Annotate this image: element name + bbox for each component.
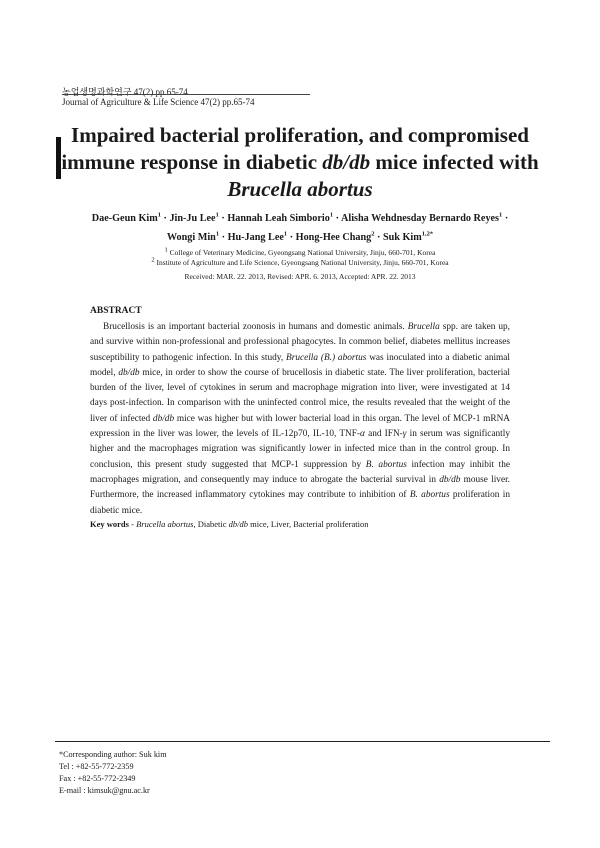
author-name: Hannah Leah Simborio (227, 213, 330, 224)
keywords-label: Key words (90, 519, 129, 529)
author-name: Jin-Ju Lee (169, 213, 216, 224)
author-line-1: Dae-Geun Kim$^1$ · Jin-Ju Lee$^1$ · Hannah Leah Simborio$^1$ · Alisha Wehdnesday Bernardo Reyes$^1$ · (91, 211, 509, 224)
footnote-rule (55, 741, 550, 742)
footnote (59, 749, 167, 797)
journal-korean-line: 농업생명과학연구 47(2) pp.65-74 (62, 87, 188, 97)
author-name: Alisha Wehdnesday Bernardo Reyes (341, 213, 500, 224)
telephone: Tel : +82-55-772-2359 (59, 762, 134, 771)
title-line-1: Impaired bacterial proliferation, and compromised (71, 123, 529, 147)
header-rule (62, 94, 310, 95)
affiliations (60, 248, 540, 268)
abstract-heading: ABSTRACT (90, 306, 142, 316)
corresponding-author: *Corresponding author: Suk kim (59, 750, 167, 759)
author-list (60, 209, 540, 247)
journal-english-line: Journal of Agriculture & Life Science 47(2) pp.65-74 (62, 97, 255, 107)
title-line-2: immune response in diabetic db/db mice infected with (61, 150, 539, 174)
affiliation-1: $^1$ College of Veterinary Medicine, Gyeongsang National University, Jinju, 660-701, Korea (164, 246, 436, 257)
abstract-body: Brucellosis is an important bacterial zoonosis in humans and domestic animals. Brucella spp. are taken up, and survive within non-professional and professional phagocytes. In common belief, diabetes mellitus increases susceptibility to pathogenic infection. In this study, Brucella (B.) abortus was inoculated into a diabetic animal model, db/db mice, in order to show the course of brucellosis in diabetic state. The liver proliferation, bacterial burden of the liver, level of cytokines in serum and macrophage migration into liver, were investigated at 14 days post-infection. In comparison with the uninfected control mice, the results revealed that the weight of the liver of infected db/db mice was higher but with lower bacterial load in this organ. The level of MCP-1 mRNA expression in the liver was lower, the levels of IL-12p70, IL-10, TNF-α and IFN-γ in serum was significantly higher and the macrophages migration was significantly lower in infected mice than in the control group. In conclusion, this present study suggested that MCP-1 suppression by B. abortus infection may inhibit the macrophages migration, and consequently may induce to abrogate the bacterial survival in db/db mouse liver. Furthermore, the increased inflammatory cytokines may contribute to inhibition of B. abortus proliferation in diabetic mice. (90, 322, 511, 516)
author-name: Wongi Min (166, 232, 216, 243)
keywords: Key words - Brucella abortus, Diabetic db/db mice, Liver, Bacterial proliferation (90, 519, 369, 529)
author-name: Hong-Hee Chang (295, 232, 372, 243)
fax: Fax : +82-55-772-2349 (59, 774, 136, 783)
author-line-2: Wongi Min$^1$ · Hu-Jang Lee$^1$ · Hong-Hee Chang$^2$ · Suk Kim$^{1,2*}$ (166, 230, 434, 243)
affiliation-2: $^2$ Institute of Agriculture and Life Science, Gyeongsang National University, Jinju, 660-701, Korea (151, 256, 449, 267)
email: E-mail : kimsuk@gnu.ac.kr (59, 786, 150, 795)
paper-title (60, 122, 540, 203)
received-dates: Received: MAR. 22. 2013, Revised: APR. 6. 2013, Accepted: APR. 22. 2013 (184, 272, 416, 281)
title-line-3: Brucella abortus (227, 177, 373, 201)
author-name: Hu-Jang Lee (227, 232, 284, 243)
author-name: Suk Kim (382, 232, 422, 243)
author-name: Dae-Geun Kim (91, 213, 158, 224)
